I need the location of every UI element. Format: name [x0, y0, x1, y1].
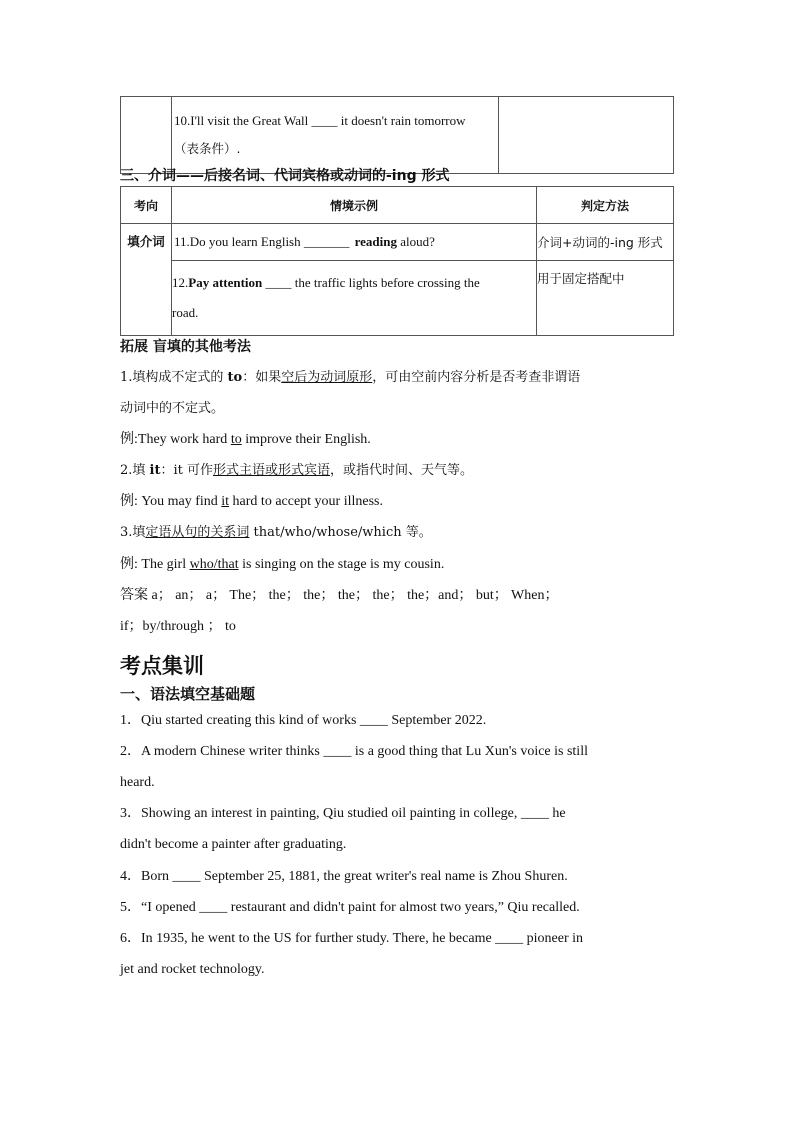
extension-item-1-cont: 动词中的不定式。 — [120, 401, 225, 416]
header-cell: 考向 — [121, 187, 172, 224]
table-row — [121, 224, 674, 261]
example-pre: 12. — [172, 275, 189, 290]
example-text: 10.I'll visit the Great Wall ____ it doesn't rain tomorrow — [174, 113, 466, 128]
conditional-table — [120, 96, 674, 174]
question-6-cont: jet and rocket technology. — [120, 962, 265, 977]
example-underlined: it — [221, 494, 230, 509]
extension-item-2 — [120, 461, 473, 481]
example-continuation: road. — [172, 305, 199, 320]
table-cell-empty — [121, 97, 172, 174]
item-underlined: 形式主语或形式宾语 — [213, 463, 331, 478]
item-text: 3.填 — [120, 525, 146, 540]
example-bold: reading — [354, 234, 398, 249]
example-text: hard to accept your illness. — [229, 494, 383, 509]
extension-item-1 — [120, 368, 580, 388]
item-bold: to — [227, 370, 243, 385]
table-header-row — [121, 187, 674, 224]
example-text: improve their English. — [241, 432, 371, 447]
table-cell-example — [172, 261, 537, 336]
item-text: ，可由空前内容分析是否考查非谓语 — [372, 370, 581, 385]
item-underlined: 定语从句的关系词 — [145, 525, 250, 540]
item-text: 1.填构成不定式的 — [120, 370, 228, 385]
question-6: 6．In 1935, he went to the US for further study. There, he became ____ pioneer in — [120, 931, 584, 946]
example-2 — [120, 492, 383, 512]
example-3 — [120, 555, 444, 575]
table-cell-example — [172, 224, 537, 261]
example-text: 例: The girl — [120, 557, 190, 572]
example-text: 例: You may find — [120, 494, 222, 509]
table-row — [121, 261, 674, 336]
example-text: 例:They work hard — [120, 432, 231, 447]
question-5: 5．“I opened ____ restaurant and didn't paint for almost two years,” Qiu recalled. — [120, 900, 580, 915]
question-3: 3．Showing an interest in painting, Qiu studied oil painting in college, ____ he — [120, 806, 566, 821]
question-2: 2．A modern Chinese writer thinks ____ is a good thing that Lu Xun's voice is still — [120, 744, 588, 759]
item-text: 2.填 — [120, 463, 150, 478]
preposition-table — [120, 186, 674, 336]
item-text: that/who/whose/which 等。 — [249, 525, 432, 540]
table-row — [121, 97, 674, 174]
item-text: ：如果 — [242, 370, 282, 385]
category-cell: 填介词 — [121, 224, 172, 336]
header-cell: 情境示例 — [172, 187, 537, 224]
example-pre: 11.Do you learn English _______ — [174, 234, 353, 249]
example-bold: Pay attention — [188, 275, 263, 290]
item-text: ，或指代时间、天气等。 — [330, 463, 474, 478]
answer-line-2: if；by/through ； to — [120, 619, 236, 634]
example-post: ____ the traffic lights before crossing the — [262, 275, 480, 290]
training-subheading: 一、语法填空基础题 — [120, 685, 256, 703]
table-cell-method: 用于固定搭配中 — [537, 261, 674, 336]
question-1: 1．Qiu started creating this kind of works ____ September 2022. — [120, 713, 487, 728]
item-underlined: 空后为动词原形 — [281, 370, 373, 385]
question-2-cont: heard. — [120, 775, 155, 790]
answer-line-1: 答案 a； an； a； The； the； the； the； the； the；and； but； When； — [120, 588, 559, 603]
example-post: aloud? — [397, 234, 435, 249]
table-cell-empty — [499, 97, 674, 174]
header-cell: 判定方法 — [537, 187, 674, 224]
example-note: （表条件）. — [174, 141, 241, 156]
example-1 — [120, 430, 371, 450]
question-4: 4．Born ____ September 25, 1881, the great writer's real name is Zhou Shuren. — [120, 869, 568, 884]
table-cell-method: 介词+动词的-ing 形式 — [537, 224, 674, 261]
section-heading-prepositions: 三、介词——后接名词、代词宾格或动词的-ing 形式 — [120, 168, 450, 184]
table-cell-example — [172, 97, 499, 174]
extension-heading: 拓展 盲填的其他考法 — [120, 339, 251, 355]
example-text: is singing on the stage is my cousin. — [238, 557, 445, 572]
example-underlined: to — [230, 432, 242, 447]
extension-item-3 — [120, 523, 432, 543]
example-underlined: who/that — [189, 557, 239, 572]
item-text: ：it 可作 — [160, 463, 214, 478]
training-title: 考点集训 — [120, 654, 204, 678]
question-3-cont: didn't become a painter after graduating. — [120, 837, 347, 852]
item-bold: it — [149, 463, 161, 478]
